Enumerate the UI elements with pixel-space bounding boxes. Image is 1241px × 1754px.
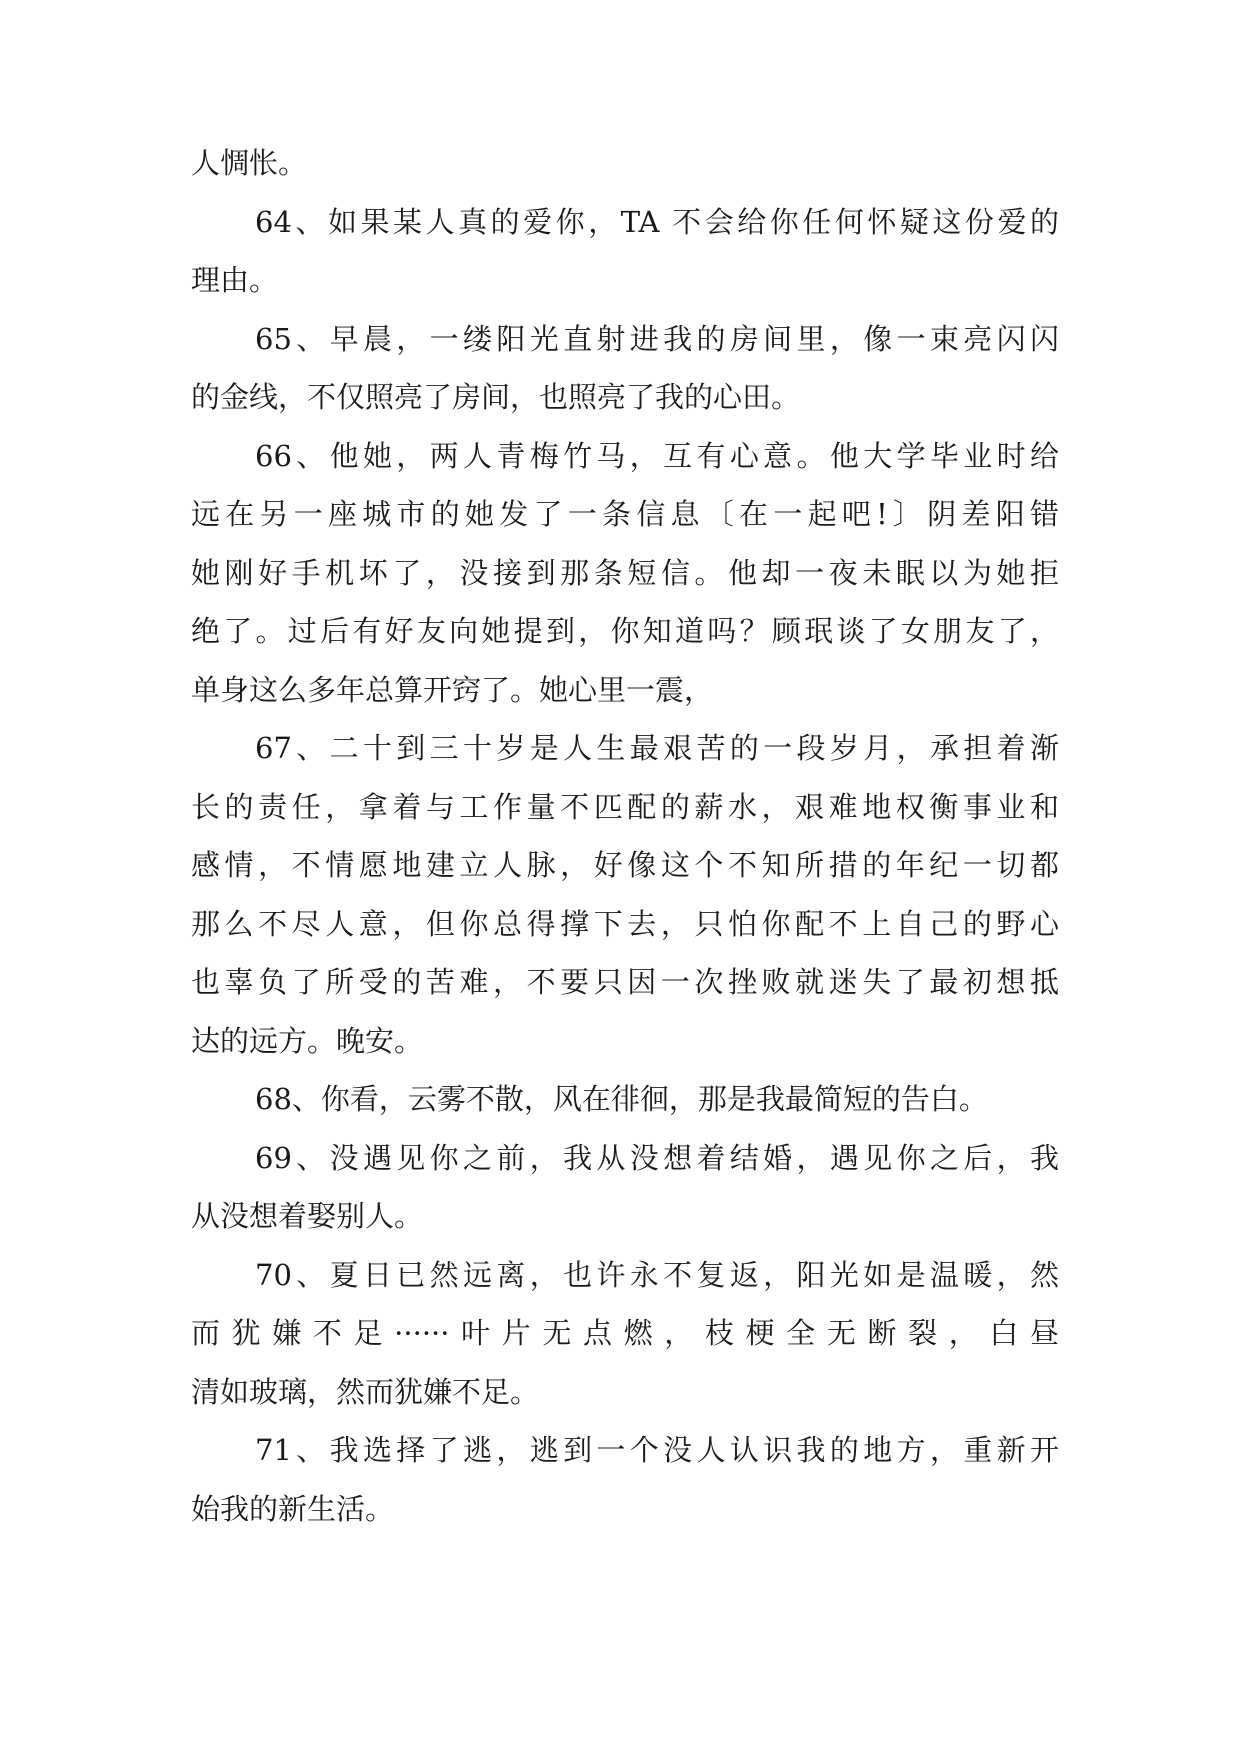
text-line: 而犹嫌不足······叶片无点燃，枝梗全无断裂，白昼 xyxy=(191,1316,1059,1350)
text-line: 她刚好手机坏了，没接到那条短信。他却一夜未眠以为她拒 xyxy=(191,556,1059,590)
text-line: 达的远方。晚安。 xyxy=(191,1024,424,1058)
text-line: 66、他她，两人青梅竹马，互有心意。他大学毕业时给 xyxy=(255,439,1059,473)
text-line: 单身这么多年总算开窍了。她心里一震， xyxy=(191,673,714,707)
text-line: 人惆怅。 xyxy=(191,146,308,180)
text-line: 从没想着娶别人。 xyxy=(191,1199,424,1233)
text-line: 69、没遇见你之前，我从没想着结婚，遇见你之后，我 xyxy=(255,1141,1059,1175)
text-line: 绝了。过后有好友向她提到，你知道吗？顾珉谈了女朋友了， xyxy=(191,614,1059,648)
text-line: 清如玻璃，然而犹嫌不足。 xyxy=(191,1375,540,1409)
text-line: 71、我选择了逃，逃到一个没人认识我的地方，重新开 xyxy=(255,1433,1059,1467)
text-line: 始我的新生活。 xyxy=(191,1492,395,1526)
text-line: 也辜负了所受的苦难，不要只因一次挫败就迷失了最初想抵 xyxy=(191,965,1059,999)
text-line: 理由。 xyxy=(191,263,279,297)
text-line: 64、如果某人真的爱你，TA 不会给你任何怀疑这份爱的 xyxy=(255,205,1059,239)
text-line: 68、你看，云雾不散，风在徘徊，那是我最简短的告白。 xyxy=(255,1082,988,1116)
text-line: 远在另一座城市的她发了一条信息〔在一起吧!〕阴差阳错 xyxy=(191,497,1059,531)
text-line: 那么不尽人意，但你总得撑下去，只怕你配不上自己的野心 xyxy=(191,907,1059,941)
text-line: 65、早晨，一缕阳光直射进我的房间里，像一束亮闪闪 xyxy=(255,322,1059,356)
text-line: 感情，不情愿地建立人脉，好像这个不知所措的年纪一切都 xyxy=(191,848,1059,882)
text-line: 的金线，不仅照亮了房间，也照亮了我的心田。 xyxy=(191,380,801,414)
text-line: 长的责任，拿着与工作量不匹配的薪水，艰难地权衡事业和 xyxy=(191,790,1059,824)
text-line: 67、二十到三十岁是人生最艰苦的一段岁月，承担着渐 xyxy=(255,731,1059,765)
text-line: 70、夏日已然远离，也许永不复返，阳光如是温暖，然 xyxy=(255,1258,1059,1292)
